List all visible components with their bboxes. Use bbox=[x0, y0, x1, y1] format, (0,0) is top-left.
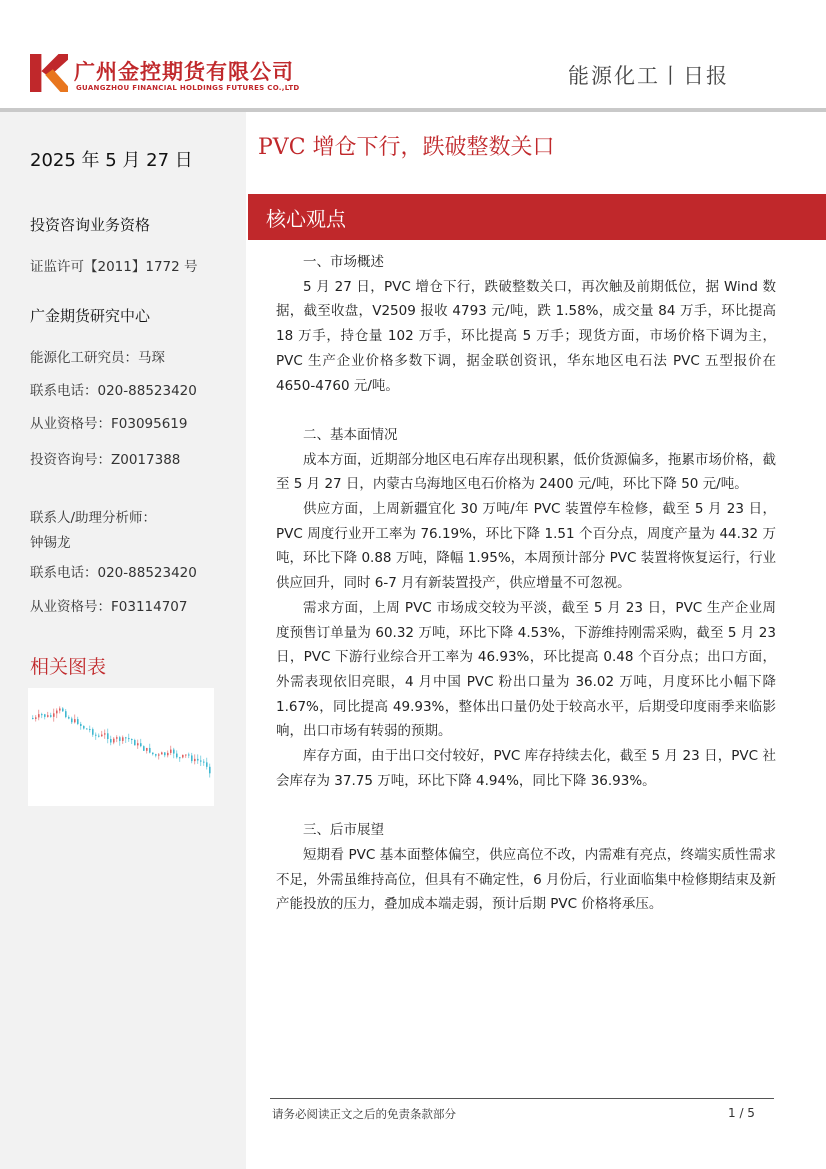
paragraph: 短期看 PVC 基本面整体偏空，供应高位不改，内需难有亮点，终端实质性需求不足，外需虽维持高位，但具有不确定性，6 月份后，行业面临集中检修期结束及新产能投放的压力，叠加成本端走弱，预计后期 PVC 价格将承压。 bbox=[276, 846, 776, 913]
candle-body bbox=[35, 717, 37, 719]
candle-body bbox=[44, 714, 46, 717]
researcher-name: 能源化工研究员：马琛 bbox=[30, 350, 165, 366]
research-center-title: 广金期货研究中心 bbox=[30, 307, 151, 325]
candle-body bbox=[185, 754, 187, 755]
section-heading: 一、市场概述 bbox=[303, 254, 384, 270]
candle-body bbox=[158, 754, 160, 755]
paragraph: 成本方面，近期部分地区电石库存出现积累，低价货源偏多，拖累市场价格，截至 5 月 27 日，内蒙古乌海地区电石价格为 2400 元/吨，环比下降 50 元/吨。 bbox=[276, 451, 776, 493]
candle-body bbox=[191, 755, 193, 761]
paragraph: 供应方面，上周新疆宜化 30 万吨/年 PVC 装置停车检修，截至 5 月 23 日，PVC 周度行业开工率为 76.19%，环比下降 1.51 个百分点，周度产量为 44.32 万吨，环比下降 0.88 万吨，降幅 1.95%，本周预计部分 PVC 装置将恢复运行，行业供应回升，同时 6-7 月有新装置投产，供应增量不可忽视。 bbox=[276, 501, 776, 592]
report-date: 2025 年 5 月 27 日 bbox=[30, 150, 193, 171]
candle-body bbox=[32, 718, 34, 719]
contact-name: 钟锡龙 bbox=[30, 535, 71, 551]
candle-body bbox=[86, 729, 88, 730]
candle-body bbox=[128, 738, 130, 739]
candle-body bbox=[170, 750, 172, 753]
candle-body bbox=[68, 717, 70, 718]
candle-body bbox=[188, 754, 190, 755]
candle-body bbox=[98, 736, 100, 737]
core-view-label: 核心观点 bbox=[266, 207, 346, 231]
candle-body bbox=[41, 714, 43, 715]
related-chart-thumbnail bbox=[28, 688, 214, 806]
candle-body bbox=[203, 762, 205, 763]
company-name-en: GUANGZHOU FINANCIAL HOLDINGS FUTURES CO.,LTD bbox=[76, 84, 300, 92]
candle-body bbox=[113, 739, 115, 743]
candle-body bbox=[116, 737, 118, 739]
candle-body bbox=[167, 753, 169, 755]
candle-body bbox=[125, 737, 127, 738]
candle-body bbox=[50, 715, 52, 717]
paragraph: 库存方面，由于出口交付较好，PVC 库存持续去化，截至 5 月 23 日，PVC 社会库存为 37.75 万吨，环比下降 4.94%，同比下降 36.93%。 bbox=[276, 748, 776, 789]
candle-body bbox=[176, 754, 178, 758]
candle-body bbox=[209, 767, 211, 773]
candle-body bbox=[83, 726, 85, 729]
candle-body bbox=[131, 739, 133, 740]
candle-body bbox=[104, 733, 106, 734]
candle-body bbox=[161, 752, 163, 754]
company-logo-icon bbox=[30, 54, 68, 92]
candle-body bbox=[95, 735, 97, 736]
candle-body bbox=[137, 743, 139, 745]
candle-body bbox=[155, 754, 157, 755]
candle-body bbox=[200, 760, 202, 761]
candle-body bbox=[107, 733, 109, 739]
candle-body bbox=[197, 759, 199, 761]
candle-body bbox=[56, 711, 58, 714]
candle-body bbox=[134, 740, 136, 745]
researcher-cert: 从业资格号：F03095619 bbox=[30, 416, 188, 432]
researcher-invest-cert: 投资咨询号：Z0017388 bbox=[30, 452, 181, 468]
candle-body bbox=[149, 748, 151, 753]
license-number: 证监许可【2011】1772 号 bbox=[30, 259, 198, 275]
candle-body bbox=[59, 708, 61, 710]
candle-body bbox=[110, 739, 112, 742]
qualification-title: 投资咨询业务资格 bbox=[30, 216, 151, 234]
candle-body bbox=[101, 735, 103, 737]
footer-divider bbox=[270, 1098, 774, 1099]
candle-body bbox=[80, 724, 82, 726]
candle-body bbox=[140, 743, 142, 746]
candle-body bbox=[53, 713, 55, 716]
company-name-cn: 广州金控期货有限公司 bbox=[74, 60, 294, 84]
candle-body bbox=[179, 757, 181, 758]
candle-body bbox=[182, 755, 184, 758]
page-number: 1 / 5 bbox=[728, 1106, 755, 1120]
candle-body bbox=[38, 714, 40, 717]
candle-body bbox=[143, 746, 145, 751]
contact-role: 联系人/助理分析师： bbox=[30, 510, 157, 526]
candle-body bbox=[152, 753, 154, 755]
candle-body bbox=[74, 719, 76, 722]
candle-body bbox=[122, 737, 124, 741]
candle-body bbox=[119, 737, 121, 741]
candle-body bbox=[173, 750, 175, 754]
candle-body bbox=[146, 748, 148, 751]
report-title: PVC 增仓下行，跌破整数关口 bbox=[258, 135, 555, 160]
related-charts-title: 相关图表 bbox=[30, 656, 107, 678]
disclaimer-note: 请务必阅读正文之后的免责条款部分 bbox=[272, 1107, 456, 1121]
section-heading: 三、后市展望 bbox=[303, 822, 384, 839]
contact-phone: 联系电话：020-88523420 bbox=[30, 565, 197, 581]
researcher-phone: 联系电话：020-88523420 bbox=[30, 383, 197, 399]
candle-body bbox=[92, 729, 94, 735]
candle-body bbox=[65, 711, 67, 717]
candle-body bbox=[164, 752, 166, 755]
section-heading: 二、基本面情况 bbox=[303, 426, 398, 443]
candle-body bbox=[71, 719, 73, 723]
candle-body bbox=[62, 708, 64, 711]
contact-cert: 从业资格号：F03114707 bbox=[30, 599, 188, 615]
report-type: 能源化工丨日报 bbox=[568, 64, 729, 88]
candle-body bbox=[89, 729, 91, 730]
report-body bbox=[276, 250, 776, 917]
paragraph: 需求方面，上周 PVC 市场成交较为平淡，截至 5 月 23 日，PVC 生产企业周度预售订单量为 60.32 万吨，环比下降 4.53%，下游维持刚需采购，截至 5 月 23 日，PVC 下游行业综合开工率为 46.93%，环比提高 0.48 个百分点；出口方面，外需表现依旧亮眼，4 月中国 PVC 粉出口量为 36.02 万吨，月度环比小幅下降 1.67%，同比提高 49.93%，整体出口量仍处于较高水平，后期受印度雨季来临影响，出口市场有转弱的预期。 bbox=[276, 599, 776, 740]
candle-body bbox=[77, 719, 79, 724]
paragraph: 5 月 27 日，PVC 增仓下行，跌破整数关口，再次触及前期低位，据 Wind 数据，截至收盘，V2509 报收 4793 元/吨，跌 1.58%，成交量 84 万手，环比提高 18 万手，持仓量 102 万手，环比提高 5 万手；现货方面，市场价格下调为主，PVC 生产企业价格多数下调，据金联创资讯，华东地区电石法 PVC 五型报价在 4650-4760 元/吨。 bbox=[276, 278, 776, 394]
candle-body bbox=[194, 759, 196, 761]
candle-body bbox=[206, 762, 208, 766]
candle-body bbox=[47, 715, 49, 717]
